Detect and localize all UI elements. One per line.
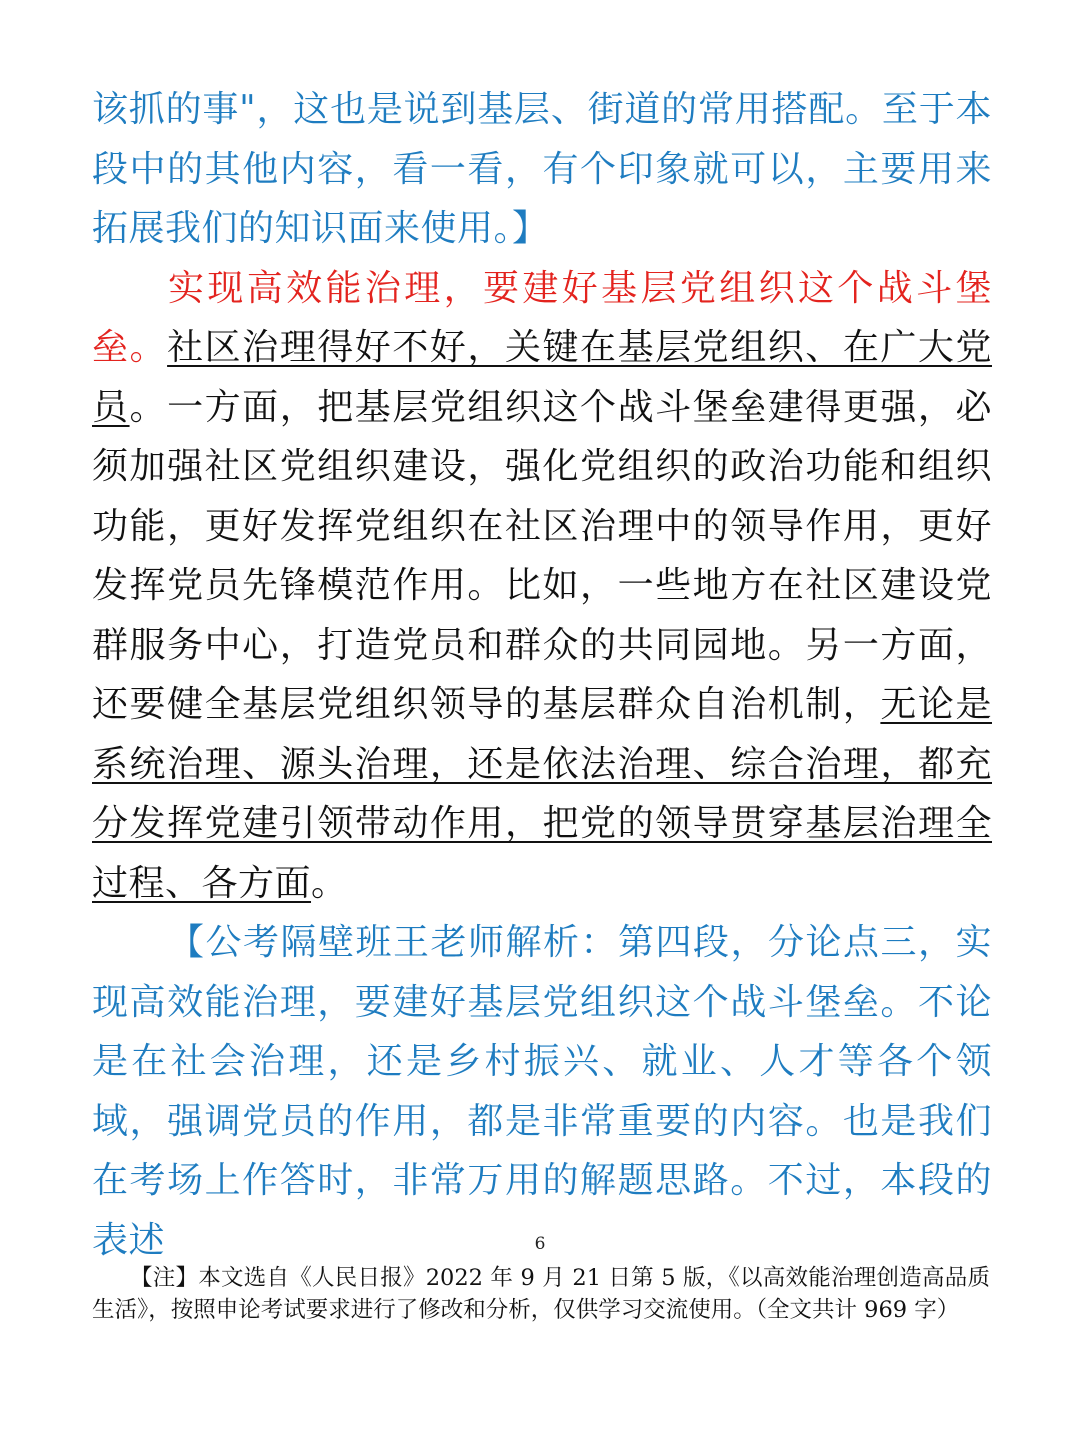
analysis-text: 【公考隔壁班王老师解析：第四段，分论点三，实现高效能治理，要建好基层党组织这个战斗堡垒。不论是在社会治理，还是乡村振兴、就业、人才等各个领域，强调党员的作用，都是非常重要的内容。也是我们在考场上作答时，非常万用的解题思路。不过，本段的表述 <box>92 922 992 1261</box>
underlined-key-sentence: 社区治理得好不好，关键在基层党组织、在广大党员 <box>92 327 992 428</box>
underlined-key-sentence: 无论是系统治理、源头治理，还是依法治理、综合治理，都充分发挥党建引领带动作用，把党的领导贯穿基层治理全过程、各方面 <box>92 684 992 904</box>
analysis-text: 该抓的事"，这也是说到基层、街道的常用搭配。至于本段中的其他内容，看一看，有个印象就可以，主要用来拓展我们的知识面来使用。】 <box>92 89 992 249</box>
body-text: 一方面，把基层党组织这个战斗堡垒建得更强，必须加强社区党组织建设，强化党组织的政治功能和组织功能，更好发挥党组织在社区治理中的领导作用，更好发挥党员先锋模范作用。比如，一些地方在社区建设党群服务中心，打造党员和群众的共同园地。另一方面，还要健全基层党组织领导的基层群众自治机制， <box>92 386 992 725</box>
punctuation: 。 <box>311 862 348 904</box>
analysis-paragraph <box>92 913 992 1270</box>
article-body <box>92 80 992 1270</box>
page-number: 6 <box>534 1234 546 1254</box>
source-footnote <box>92 1262 990 1326</box>
body-paragraph <box>92 259 992 914</box>
analysis-paragraph-continued <box>92 80 992 259</box>
section-heading: 实现高效能治理，要建好基层党组织这个战斗堡垒。 <box>92 267 992 368</box>
footnote-text: 【注】本文选自《人民日报》2022 年 9 月 21 日第 5 版，《以高效能治理创造高品质生活》，按照申论考试要求进行了修改和分析，仅供学习交流使用。（全文共计 969 字） <box>92 1265 990 1323</box>
punctuation: 。 <box>129 386 168 428</box>
